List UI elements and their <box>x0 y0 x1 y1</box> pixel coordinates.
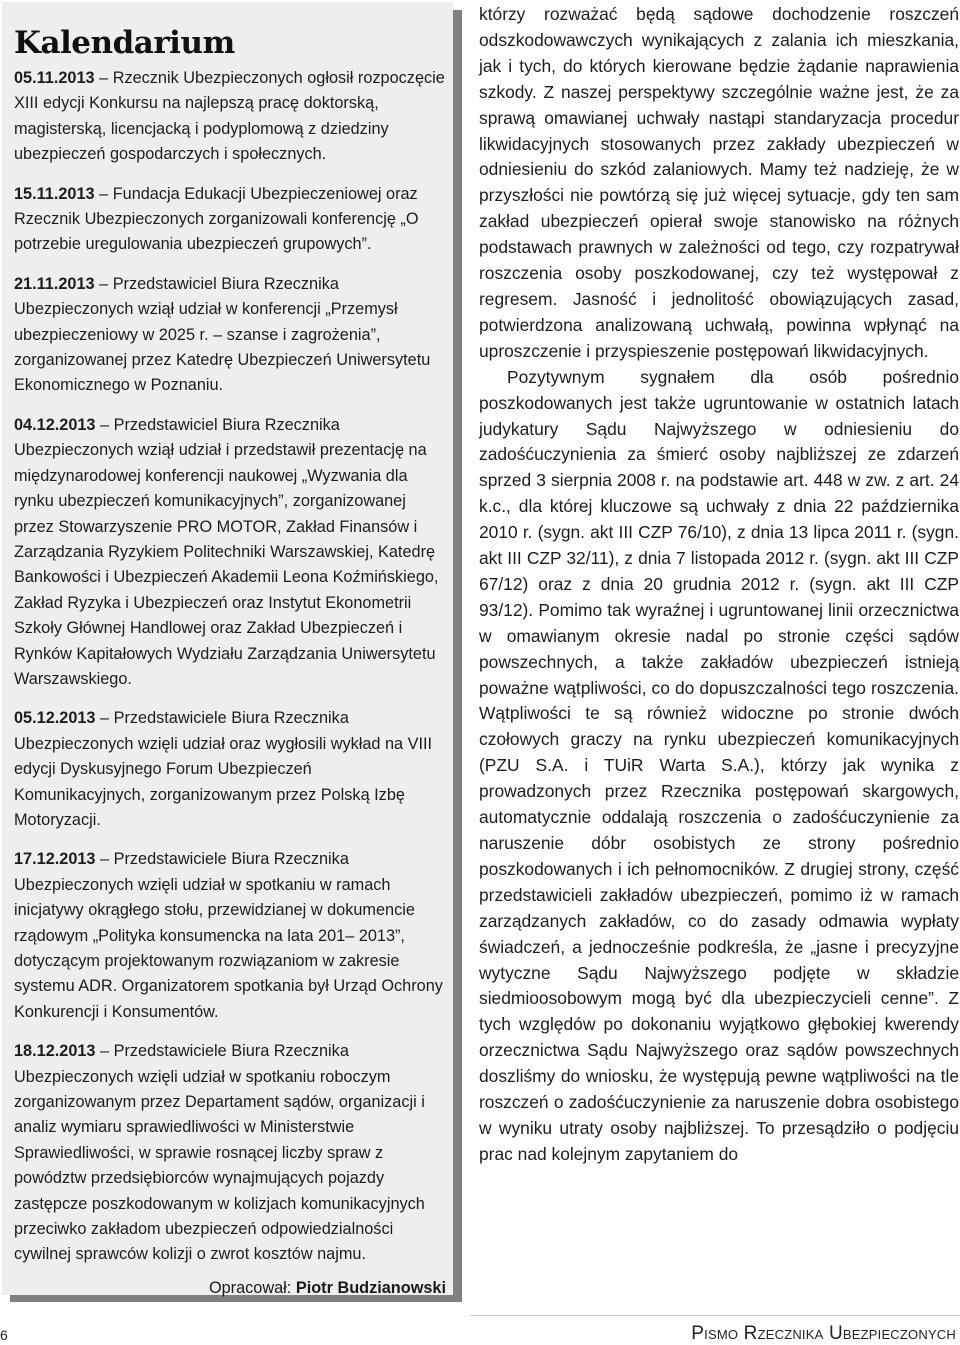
author-name: Piotr Budzianowski <box>295 1278 446 1297</box>
entry-date: 05.12.2013 <box>14 709 96 728</box>
article-paragraph: Pozytywnym sygnałem dla osób pośrednio poszkodowanych jest także ugruntowanie w ostatnich latach judykatury Sądu Najwyższego w odniesieniu do zadośćuczynienia za śmierć osoby najbliższej ze zdarzeń sprzed 3 sierpnia 2008 r. na podstawie art. 448 w zw. z art. 24 k.c., dla której kluczowe są uchwały z dnia 22 października 2010 r. (sygn. akt III CZP 76/10), z dnia 13 lipca 2011 r. (sygn. akt III CZP 32/11), z dnia 7 listopada 2012 r. (sygn. akt III CZP 67/12) oraz z dnia 20 grudnia 2012 r. (sygn. akt III CZP 93/12). Pomimo tak wyraźnej i ugruntowanej linii orzecznictwa w omawianym okresie nadal po stronie części sądów powszechnych, a także zakładów ubezpieczeń istnieją poważne wątpliwości, co do dopuszczalności tego roszczenia. Wątpliwości te są również widoczne po stronie dwóch czołowych graczy na rynku ubezpieczeń komunikacyjnych (PZU S.A. i TUiR Warta S.A.), którzy jak wynika z prowadzonych przez Rzecznika postępowań skargowych, automatycznie oddalają roszczenia o zadośćuczynienie za naruszenie dóbr osobistych ze strony pośrednio poszkodowanych i ich pełnomocników. Z drugiej strony, część przedstawicieli zakładów ubezpieczeń, pomimo iż w ramach zarządzanych zakładów, co do zasady odmawia wypłaty świadczeń, a jednocześnie podkreśla, że „jasne i precyzyjne wytyczne Sądu Najwyższego podjęte w składzie siedmioosobowym mogą być dla ubezpieczycieli cenne”. Z tych względów po dokonaniu wyjątkowo głębokiej kwerendy orzecznictwa Sądu Najwyższego oraz sądów powszechnych doszliśmy do wniosku, że występują pewne wątpliwości na tle roszczeń o zadośćuczynienie za naruszenie dobra osobistego w wyniku utraty osoby najbliższej. To przesądziło o podjęciu prac nad kolejnym zapytaniem do <box>479 366 959 1164</box>
entry-text: – Przedstawiciele Biura Rzecznika Ubezpieczonych wzięli udział w spotkaniu w ramach inicjatywy okrągłego stołu, przewidzianej w dokumencie rządowym „Polityka konsumencka na lata 201– 2013”, dotyczącym projektowanym rozwiązaniom w zakresie systemu ADR. Organizatorem spotkania był Urząd Ochrony Konkurencji i Konsumentów. <box>14 850 443 1021</box>
calendar-entry <box>14 706 446 833</box>
sidebar-shadow <box>453 10 462 1302</box>
article-paragraph: którzy rozważać będą sądowe dochodzenie roszczeń odszkodowawczych wynikających z zalania ich mieszkania, jak i tych, do których kierowane będzie żądanie naprawienia szkody. Z naszej perspektywy szczególnie ważne jest, że za sprawą omawianej uchwały nastąpi standaryzacja procedur likwidacyjnych stosowanych przez zakłady ubezpieczeń w odniesieniu do szkód zalaniowych. Mamy też nadzieję, że w przyszłości nie powtórzą się już więcej sytuacje, gdy ten sam zakład ubezpieczeń opierał swoje stanowisko na różnych podstawach prawnych w zależności od tego, czy rozpatrywał roszczenia osoby poszkodowanej, czy też występował z regresem. Jasność i jednolitość obowiązujących zasad, potwierdzona analizowaną uchwałą, powinna wpłynąć na uproszczenie i przyspieszenie postępowań likwidacyjnych. <box>479 4 959 361</box>
entry-text: – Przedstawiciele Biura Rzecznika Ubezpieczonych wzięli udział w spotkaniu roboczym zorganizowanym przez Departament sądów, organizacji i analiz wymiaru sprawiedliwości w Ministerstwie Sprawiedliwości, w sprawie rosnącej liczby spraw z powództw przedsiębiorców wynajmujących pojazdy zastępcze poszkodowanym w kolizjach komunikacyjnych przeciwko zakładom ubezpieczeń odpowiedzialności cywilnej sprawców kolizji o zwrot kosztów najmu. <box>14 1042 425 1264</box>
article-column <box>479 2 959 1168</box>
calendar-entry <box>14 272 446 399</box>
author-credit <box>14 1276 446 1301</box>
sidebar-title: Kalendarium <box>14 25 235 61</box>
calendar-sidebar <box>14 24 446 1301</box>
calendar-entry <box>14 182 446 258</box>
entry-date: 05.11.2013 <box>14 69 95 87</box>
entry-date: 17.12.2013 <box>14 850 96 869</box>
entry-text: – Przedstawiciel Biura Rzecznika Ubezpieczonych wziął udział i przedstawił prezentację na międzynarodowej konferencji naukowej „Wyzwania dla rynku ubezpieczeń komunikacyjnych”, zorganizowanej przez Stowarzyszenie PRO MOTOR, Zakład Finansów i Zarządzania Ryzykiem Politechniki Warszawskiej, Katedrę Bankowości i Ubezpieczeń Akademii Leona Koźmińskiego, Zakład Ryzyka i Ubezpieczeń oraz Instytut Ekonometrii Szkoły Głównej Handlowej oraz Zakład Ubezpieczeń i Rynków Kapitałowych Wydziału Zarządzania Uniwersytetu Warszawskiego. <box>14 415 439 688</box>
entry-text: – Fundacja Edukacji Ubezpieczeniowej oraz Rzecznik Ubezpieczonych zorganizowali konferencję „O potrzebie uregulowania ubezpieczeń grupowych”. <box>14 184 419 254</box>
calendar-entry <box>14 66 446 168</box>
entry-date: 04.12.2013 <box>14 415 96 434</box>
entry-date: 15.11.2013 <box>14 184 95 203</box>
entry-date: 21.11.2013 <box>14 274 95 293</box>
page-number: 6 <box>0 1327 8 1343</box>
calendar-entry <box>14 413 446 692</box>
calendar-entry <box>14 1039 446 1268</box>
author-prefix: Opracował: <box>208 1278 296 1297</box>
entry-date: 18.12.2013 <box>14 1042 96 1061</box>
entry-text: – Przedstawiciel Biura Rzecznika Ubezpieczonych wziął udział w konferencji „Przemysł ubezpieczeniowy w 2025 r. – szanse i zagrożenia”, zorganizowanej przez Katedrę Ubezpieczeń Uniwersytetu Ekonomicznego w Poznaniu. <box>14 274 431 395</box>
entry-text: – Rzecznik Ubezpieczonych ogłosił rozpoczęcie XIII edycji Konkursu na najlepszą pracę doktorską, magisterską, licencjacką i podyplomową z dziedziny ubezpieczeń gospodarczych i społecznych. <box>14 69 445 164</box>
footer-divider <box>470 1315 960 1316</box>
calendar-entry <box>14 847 446 1025</box>
running-title: Pismo Rzecznika Ubezpieczonych <box>691 1323 956 1344</box>
entry-text: – Przedstawiciele Biura Rzecznika Ubezpieczonych wzięli udział oraz wygłosili wykład na VIII edycji Dyskusyjnego Forum Ubezpieczeń Komunikacyjnych, zorganizowanym przez Polską Izbę Motoryzacji. <box>14 709 433 829</box>
